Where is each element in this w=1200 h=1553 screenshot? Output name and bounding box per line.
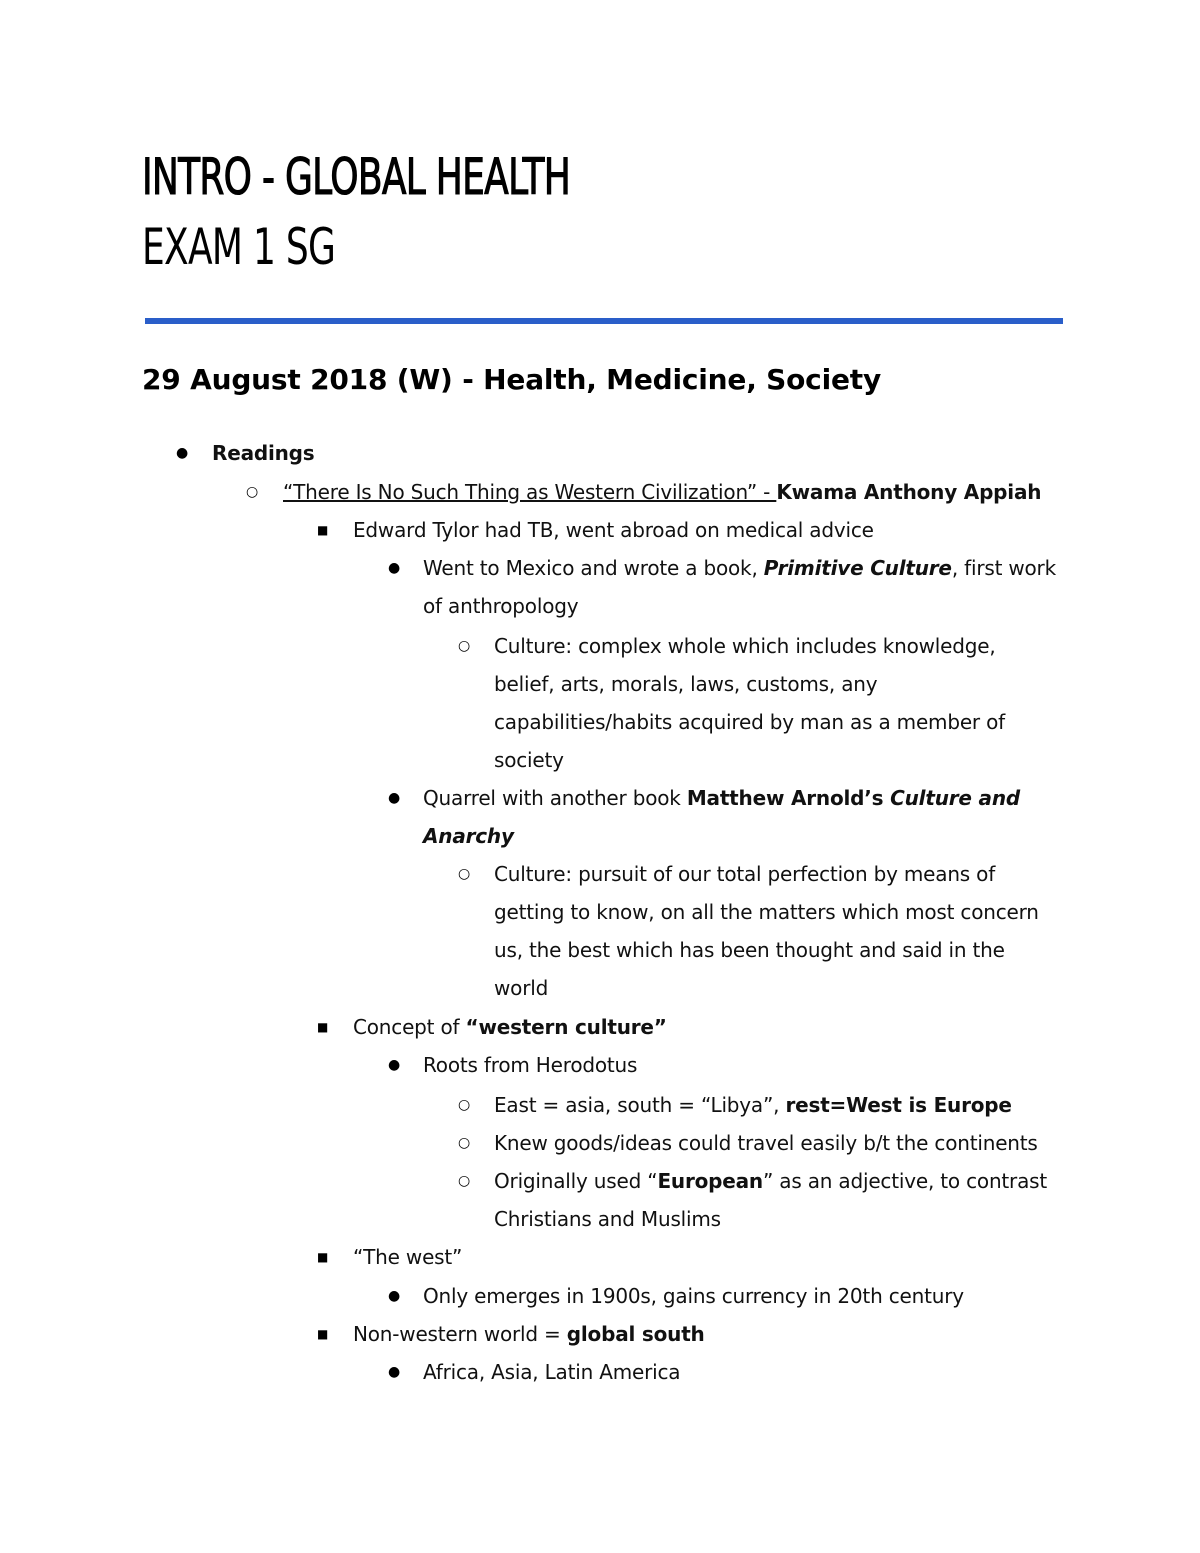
non-western-text: Non-western world = <box>353 1322 567 1346</box>
european-note-line2: Christians and Muslims <box>494 1207 721 1231</box>
reading-title: “There Is No Such Thing as Western Civilization” - <box>283 480 777 504</box>
concept-text: Concept of <box>353 1015 466 1039</box>
non-western-note <box>353 1315 705 1353</box>
culture-definition-line: Culture: complex whole which includes knowledge, <box>494 634 996 658</box>
mexico-text-end: , first work <box>951 556 1056 580</box>
concept-note <box>353 1008 667 1046</box>
culture-definition-line: capabilities/habits acquired by man as a member of <box>494 710 1005 734</box>
square-bullet-icon: ■ <box>317 1250 329 1264</box>
quarrel-author: Matthew Arnold’s <box>686 786 891 810</box>
emerges-note: Only emerges in 1900s, gains currency in 20th century <box>423 1284 964 1308</box>
quarrel-text: Quarrel with another book <box>423 786 687 810</box>
arnold-definition-line: world <box>494 976 549 1000</box>
reading-entry <box>283 473 1041 511</box>
european-text-end: ” as an adjective, to contrast <box>762 1169 1047 1193</box>
european-term: European <box>657 1169 763 1193</box>
readings-label: Readings <box>212 441 315 465</box>
european-text: Originally used “ <box>494 1169 658 1193</box>
disc-bullet-icon: ● <box>388 790 401 806</box>
concept-term: “western culture” <box>465 1015 667 1039</box>
square-bullet-icon: ■ <box>317 523 329 537</box>
document-subtitle: EXAM 1 SG <box>142 218 336 276</box>
quarrel-book: Culture and <box>890 786 1020 810</box>
reading-author: Kwama Anthony Appiah <box>776 480 1042 504</box>
circle-bullet-icon: ○ <box>458 1135 471 1151</box>
square-bullet-icon: ■ <box>317 1020 329 1034</box>
quarrel-book-line2: Anarchy <box>423 824 514 848</box>
disc-bullet-icon: ● <box>388 1288 401 1304</box>
goods-note: Knew goods/ideas could travel easily b/t the continents <box>494 1131 1038 1155</box>
circle-bullet-icon: ○ <box>458 866 471 882</box>
roots-note: Roots from Herodotus <box>423 1053 638 1077</box>
document-title: INTRO - GLOBAL HEALTH <box>142 148 571 206</box>
tylor-note: Edward Tylor had TB, went abroad on medical advice <box>353 518 874 542</box>
square-bullet-icon: ■ <box>317 1327 329 1341</box>
circle-bullet-icon: ○ <box>458 638 471 654</box>
circle-bullet-icon: ○ <box>458 1097 471 1113</box>
disc-bullet-icon: ● <box>388 1057 401 1073</box>
east-note <box>494 1086 1012 1124</box>
culture-definition-line: belief, arts, morals, laws, customs, any <box>494 672 878 696</box>
section-heading: 29 August 2018 (W) - Health, Medicine, Society <box>142 363 882 396</box>
mexico-note-line2: of anthropology <box>423 594 579 618</box>
culture-definition-line: society <box>494 748 564 772</box>
disc-bullet-icon: ● <box>388 560 401 576</box>
european-note <box>494 1162 1047 1200</box>
mexico-note <box>423 549 1056 587</box>
arnold-definition-line: us, the best which has been thought and said in the <box>494 938 1005 962</box>
circle-bullet-icon: ○ <box>246 484 259 500</box>
title-divider <box>145 318 1063 324</box>
circle-bullet-icon: ○ <box>458 1173 471 1189</box>
regions-note: Africa, Asia, Latin America <box>423 1360 681 1384</box>
arnold-definition-line: getting to know, on all the matters which most concern <box>494 900 1039 924</box>
east-bold: rest=West is Europe <box>785 1093 1012 1117</box>
disc-bullet-icon: ● <box>388 1364 401 1380</box>
quarrel-note <box>423 779 1020 817</box>
east-text: East = asia, south = “Libya”, <box>494 1093 786 1117</box>
book-title: Primitive Culture <box>763 556 952 580</box>
disc-bullet-icon: ● <box>176 445 189 461</box>
mexico-text: Went to Mexico and wrote a book, <box>423 556 764 580</box>
global-south-term: global south <box>566 1322 705 1346</box>
arnold-definition-line: Culture: pursuit of our total perfection by means of <box>494 862 996 886</box>
the-west-note: “The west” <box>353 1245 463 1269</box>
